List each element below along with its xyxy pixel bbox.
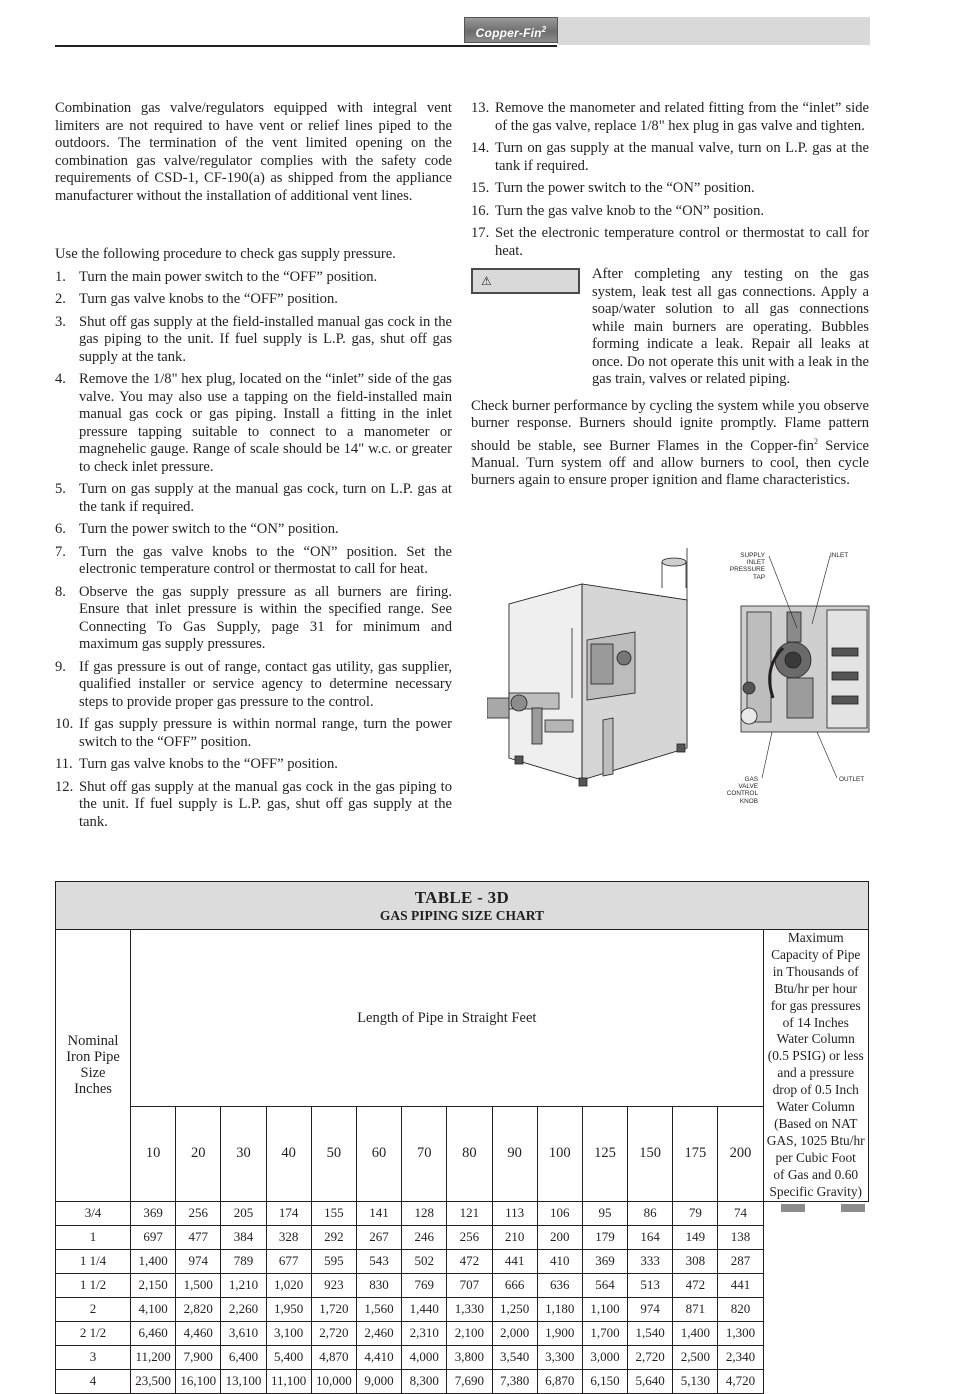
capacity-cell: 666 [492, 1273, 537, 1297]
label-supply-inlet-tap [717, 552, 765, 581]
table-row [56, 1369, 869, 1393]
warning-text: After completing any testing on the gas system, leak test all gas connections. Apply a soap/water solution to all gas connections while main burners are operating. Bubbles forming indicate a leak. Repair all leaks at once. Do not operate this unit with a leak in the gas train, valves or related piping. [592, 266, 869, 387]
length-header-cell: 20 [176, 1107, 221, 1201]
capacity-cell: 2,100 [447, 1321, 492, 1345]
step-text: Turn the power switch to the “ON” position. [495, 180, 755, 196]
header-line: Inches [74, 1081, 112, 1098]
step-number: 14. [471, 140, 490, 156]
label-outlet: OUTLET [839, 776, 865, 783]
capacity-cell: 2,720 [628, 1345, 673, 1369]
logo-sup: 2 [541, 25, 547, 34]
label-line: SUPPLY [740, 552, 765, 559]
table-subtitle: GAS PIPING SIZE CHART [379, 907, 544, 923]
step-number: 11. [55, 756, 73, 772]
capacity-cell: 256 [447, 1225, 492, 1249]
capacity-cell: 333 [628, 1249, 673, 1273]
capacity-cell: 1,300 [718, 1321, 763, 1345]
capacity-cell: 113 [492, 1201, 537, 1225]
length-header-cell: 150 [628, 1107, 673, 1201]
capacity-cell: 292 [311, 1225, 356, 1249]
capacity-cell: 2,150 [131, 1273, 176, 1297]
step-number: 15. [471, 180, 490, 196]
capacity-cell: 2,500 [673, 1345, 718, 1369]
capacity-cell: 2,720 [311, 1321, 356, 1345]
capacity-cell: 2,340 [718, 1345, 763, 1369]
logo-text: Copper-Fin [475, 26, 542, 40]
header-line: Iron Pipe [66, 1049, 120, 1066]
capacity-cell: 2,260 [221, 1297, 266, 1321]
table-row [56, 1273, 869, 1297]
max-capacity-line: of Gas and 0.60 [773, 1166, 859, 1182]
step-number: 16. [471, 202, 490, 219]
capacity-cell: 830 [356, 1273, 401, 1297]
label-line: GAS [744, 776, 758, 783]
capacity-cell: 820 [718, 1297, 763, 1321]
length-header-cell: 40 [266, 1107, 311, 1201]
capacity-cell: 149 [673, 1225, 718, 1249]
capacity-cell: 5,400 [266, 1345, 311, 1369]
max-capacity-line: per Cubic Foot [775, 1149, 856, 1165]
step-text: Observe the gas supply pressure as all burners are firing. Ensure that inlet pressure is within the specified range. See Connecting To Gas Supply, page 31 for minimum and maximum gas supply pressures. [79, 583, 452, 652]
capacity-cell: 1,500 [176, 1273, 221, 1297]
length-header-cell: 80 [447, 1107, 492, 1201]
step-item [55, 716, 452, 751]
procedure-intro: Use the following procedure to check gas supply pressure. [55, 246, 396, 262]
step-text: Turn the main power switch to the “OFF” position. [79, 268, 378, 285]
capacity-cell: 79 [673, 1201, 718, 1225]
step-number: 7. [55, 543, 66, 560]
label-line: VALVE [738, 783, 758, 791]
max-capacity-line: Specific Gravity) [769, 1183, 863, 1199]
capacity-cell: 974 [176, 1249, 221, 1273]
max-capacity-line: Btu/hr per hour [774, 980, 857, 996]
gas-piping-size-table [55, 881, 869, 1394]
pipe-size-cell: 3/4 [56, 1201, 131, 1225]
capacity-cell: 1,210 [221, 1273, 266, 1297]
capacity-cell: 11,200 [131, 1345, 176, 1369]
table-row [56, 1201, 869, 1225]
capacity-cell: 210 [492, 1225, 537, 1249]
step-number: 10. [55, 716, 74, 732]
step-number: 3. [55, 313, 66, 330]
copper-fin-logo [464, 17, 558, 43]
step-number: 8. [55, 583, 66, 600]
capacity-cell: 502 [402, 1249, 447, 1273]
pipe-size-cell: 3 [56, 1345, 131, 1369]
capacity-cell: 3,800 [447, 1345, 492, 1369]
warning-triangle-icon: ⚠ [481, 274, 492, 288]
capacity-cell: 5,640 [628, 1369, 673, 1393]
capacity-cell: 1,180 [537, 1297, 582, 1321]
left-column [55, 100, 452, 836]
table-title-cell [56, 882, 869, 930]
capacity-cell: 477 [176, 1225, 221, 1249]
capacity-cell: 205 [221, 1201, 266, 1225]
step-text: Turn gas valve knobs to the “OFF” position. [79, 291, 338, 307]
capacity-cell: 7,380 [492, 1369, 537, 1393]
right-column [471, 100, 869, 490]
step-item [55, 584, 452, 654]
step-item [55, 659, 452, 712]
capacity-cell: 95 [582, 1201, 627, 1225]
burner-paragraph-a: Check burner performance by cycling the system while you observe burner response. Burners should ignite promptly. Flame pattern should be stable, see Burner Flames in the Copper-fin [471, 397, 869, 454]
max-capacity-line: Capacity of Pipe [771, 946, 861, 962]
step-text: Shut off gas supply at the field-installed manual gas cock in the gas piping to the unit. If fuel supply is L.P. gas, shut off gas supply at the tank. [79, 313, 452, 365]
step-item [55, 314, 452, 367]
capacity-cell: 769 [402, 1273, 447, 1297]
step-text: Shut off gas supply at the manual gas cock in the gas piping to the unit. If fuel supply is L.P. gas, shut off gas supply at the tank. [79, 778, 452, 830]
capacity-cell: 16,100 [176, 1369, 221, 1393]
max-capacity-line: in Thousands of [772, 963, 859, 979]
step-number: 2. [55, 291, 66, 307]
capacity-cell: 11,100 [266, 1369, 311, 1393]
step-number: 5. [55, 481, 66, 497]
step-item [55, 481, 452, 516]
capacity-cell: 121 [447, 1201, 492, 1225]
table-row [56, 1321, 869, 1345]
capacity-cell: 1,900 [537, 1321, 582, 1345]
step-text: If gas supply pressure is within normal range, turn the power switch to the “OFF” position. [79, 716, 452, 750]
spacer [55, 205, 452, 246]
table-row [56, 1225, 869, 1249]
capacity-cell: 74 [718, 1201, 763, 1225]
capacity-cell: 472 [447, 1249, 492, 1273]
length-header-cell: 90 [492, 1107, 537, 1201]
capacity-cell: 369 [582, 1249, 627, 1273]
right-step-list [471, 100, 869, 260]
capacity-cell: 441 [718, 1273, 763, 1297]
warning-label-box [471, 268, 580, 294]
capacity-cell: 1,330 [447, 1297, 492, 1321]
max-capacity-note [763, 930, 868, 1202]
capacity-cell: 3,100 [266, 1321, 311, 1345]
capacity-cell: 5,130 [673, 1369, 718, 1393]
pipe-size-cell: 1 1/2 [56, 1273, 131, 1297]
capacity-cell: 564 [582, 1273, 627, 1297]
pipe-size-cell: 1 1/4 [56, 1249, 131, 1273]
capacity-cell: 1,700 [582, 1321, 627, 1345]
burner-paragraph-sup: 2 [813, 436, 818, 446]
capacity-cell: 472 [673, 1273, 718, 1297]
capacity-cell: 256 [176, 1201, 221, 1225]
left-step-list [55, 269, 452, 832]
pipe-size-cell: 2 [56, 1297, 131, 1321]
capacity-cell: 7,900 [176, 1345, 221, 1369]
capacity-cell: 164 [628, 1225, 673, 1249]
capacity-cell: 10,000 [311, 1369, 356, 1393]
step-number: 9. [55, 658, 66, 675]
capacity-cell: 128 [402, 1201, 447, 1225]
capacity-cell: 384 [221, 1225, 266, 1249]
nominal-size-header [56, 930, 131, 1202]
step-number: 17. [471, 225, 490, 241]
capacity-cell: 4,000 [402, 1345, 447, 1369]
max-capacity-line: GAS, 1025 Btu/hr [766, 1132, 865, 1148]
label-line: INLET [746, 559, 765, 567]
label-line: TAP [753, 573, 765, 581]
capacity-cell: 267 [356, 1225, 401, 1249]
capacity-cell: 141 [356, 1201, 401, 1225]
length-header-cell: 70 [402, 1107, 447, 1201]
length-header-cell: 175 [673, 1107, 718, 1201]
length-header: Length of Pipe in Straight Feet [131, 930, 764, 1107]
step-item [55, 521, 452, 539]
capacity-cell: 974 [628, 1297, 673, 1321]
step-number: 12. [55, 778, 74, 795]
capacity-cell: 7,690 [447, 1369, 492, 1393]
header-rule [55, 45, 557, 47]
capacity-cell: 246 [402, 1225, 447, 1249]
capacity-cell: 3,610 [221, 1321, 266, 1345]
capacity-cell: 328 [266, 1225, 311, 1249]
length-header-cell: 125 [582, 1107, 627, 1201]
step-number: 1. [55, 268, 66, 285]
capacity-cell: 871 [673, 1297, 718, 1321]
capacity-cell: 1,020 [266, 1273, 311, 1297]
step-text: Remove the 1/8" hex plug, located on the “inlet” side of the gas valve. You may also use a tapping on the field-installed main manual gas cock or gas piping. Install a fitting in the inlet pressure tapping suitable to connect to a manometer or magnehelic gauge. Range of scale should be 14" w.c. or greater to check inlet pressure. [79, 371, 452, 475]
page-number-box-right [841, 1204, 865, 1212]
capacity-cell: 1,400 [673, 1321, 718, 1345]
length-header-cell: 100 [537, 1107, 582, 1201]
step-item [55, 544, 452, 579]
step-item [471, 225, 869, 260]
capacity-cell: 4,870 [311, 1345, 356, 1369]
length-header-cell: 200 [718, 1107, 763, 1201]
capacity-cell: 1,100 [582, 1297, 627, 1321]
table-row [56, 1297, 869, 1321]
capacity-cell: 174 [266, 1201, 311, 1225]
capacity-cell: 1,440 [402, 1297, 447, 1321]
label-inlet: INLET [830, 552, 849, 559]
capacity-cell: 4,410 [356, 1345, 401, 1369]
capacity-cell: 287 [718, 1249, 763, 1273]
capacity-cell: 1,720 [311, 1297, 356, 1321]
capacity-cell: 6,460 [131, 1321, 176, 1345]
step-item [55, 269, 452, 287]
capacity-cell: 595 [311, 1249, 356, 1273]
capacity-cell: 697 [131, 1225, 176, 1249]
capacity-cell: 9,000 [356, 1369, 401, 1393]
step-text: Remove the manometer and related fitting from the “inlet” side of the gas valve, replace 1/8" hex plug in gas valve and tighten. [495, 100, 869, 134]
max-capacity-line: drop of 0.5 Inch [772, 1082, 859, 1098]
label-line: CONTROL [726, 790, 758, 798]
capacity-cell: 923 [311, 1273, 356, 1297]
step-text: Turn the gas valve knob to the “ON” position. [495, 202, 765, 219]
capacity-cell: 4,100 [131, 1297, 176, 1321]
capacity-cell: 8,300 [402, 1369, 447, 1393]
gas-valve-figure [487, 548, 870, 808]
capacity-cell: 3,000 [582, 1345, 627, 1369]
capacity-cell: 200 [537, 1225, 582, 1249]
capacity-cell: 106 [537, 1201, 582, 1225]
capacity-cell: 2,000 [492, 1321, 537, 1345]
capacity-cell: 441 [492, 1249, 537, 1273]
max-capacity-line: Maximum [787, 930, 844, 945]
step-text: Turn on gas supply at the manual valve, turn on L.P. gas at the tank if required. [495, 140, 869, 174]
step-number: 13. [471, 100, 490, 116]
table-row [56, 1345, 869, 1369]
length-header-cell: 30 [221, 1107, 266, 1201]
max-capacity-line: for gas pressures [770, 997, 861, 1013]
capacity-cell: 677 [266, 1249, 311, 1273]
length-header-cell: 60 [356, 1107, 401, 1201]
step-item [55, 371, 452, 476]
burner-paragraph [471, 398, 869, 490]
step-number: 4. [55, 371, 66, 387]
intro-paragraph: Combination gas valve/regulators equipped with integral vent limiters are not required to have vent or relief lines piped to the outdoors. The termination of the vent limited opening on the combination gas valve/regulator complies with the safety code requirements of CSD-1, CF-190(a) as shipped from the appliance manufacturer without the installation of additional vent lines. [55, 100, 452, 204]
pipe-size-cell: 4 [56, 1369, 131, 1393]
max-capacity-line: of 14 Inches [782, 1014, 849, 1030]
step-item [471, 100, 869, 135]
step-text: Turn the power switch to the “ON” position. [79, 521, 339, 537]
max-capacity-line: and a pressure [777, 1065, 855, 1081]
step-item [55, 291, 452, 309]
capacity-cell: 369 [131, 1201, 176, 1225]
capacity-cell: 4,460 [176, 1321, 221, 1345]
step-text: Turn on gas supply at the manual gas cock, turn on L.P. gas at the tank if required. [79, 481, 452, 515]
max-capacity-line: Water Column [776, 1099, 855, 1115]
length-header-cell: 50 [311, 1107, 356, 1201]
capacity-cell: 13,100 [221, 1369, 266, 1393]
boiler-illustration [487, 548, 870, 808]
capacity-cell: 2,820 [176, 1297, 221, 1321]
capacity-cell: 1,560 [356, 1297, 401, 1321]
capacity-cell: 6,150 [582, 1369, 627, 1393]
table-title: TABLE - 3D [414, 887, 510, 907]
warning-block [471, 266, 869, 389]
capacity-cell: 1,950 [266, 1297, 311, 1321]
capacity-cell: 543 [356, 1249, 401, 1273]
capacity-cell: 138 [718, 1225, 763, 1249]
step-item [471, 203, 869, 221]
capacity-cell: 3,300 [537, 1345, 582, 1369]
capacity-cell: 707 [447, 1273, 492, 1297]
capacity-cell: 2,310 [402, 1321, 447, 1345]
capacity-cell: 636 [537, 1273, 582, 1297]
max-capacity-line: Water Column [776, 1031, 855, 1047]
capacity-cell: 179 [582, 1225, 627, 1249]
capacity-cell: 1,400 [131, 1249, 176, 1273]
step-text: Set the electronic temperature control or thermostat to call for heat. [495, 225, 869, 259]
step-number: 6. [55, 521, 66, 537]
capacity-cell: 308 [673, 1249, 718, 1273]
capacity-cell: 6,400 [221, 1345, 266, 1369]
capacity-cell: 3,540 [492, 1345, 537, 1369]
step-text: Turn the gas valve knobs to the “ON” position. Set the electronic temperature control or thermostat to call for heat. [79, 543, 452, 577]
header-line: Size [80, 1065, 106, 1082]
max-capacity-line: (0.5 PSIG) or less [767, 1048, 864, 1064]
pipe-size-cell: 1 [56, 1225, 131, 1249]
step-item [471, 180, 869, 198]
header-bar [557, 17, 870, 45]
length-row [56, 1107, 869, 1201]
label-line: KNOB [739, 797, 758, 805]
capacity-cell: 86 [628, 1201, 673, 1225]
capacity-cell: 1,540 [628, 1321, 673, 1345]
label-gas-valve-knob [713, 776, 758, 805]
capacity-cell: 155 [311, 1201, 356, 1225]
step-item [55, 756, 452, 774]
capacity-cell: 6,870 [537, 1369, 582, 1393]
label-line: PRESSURE [729, 566, 765, 574]
capacity-cell: 410 [537, 1249, 582, 1273]
step-text: Turn gas valve knobs to the “OFF” position. [79, 756, 338, 772]
capacity-cell: 4,720 [718, 1369, 763, 1393]
capacity-cell: 23,500 [131, 1369, 176, 1393]
capacity-cell: 1,250 [492, 1297, 537, 1321]
length-header-cell: 10 [131, 1107, 176, 1201]
step-text: If gas pressure is out of range, contact gas utility, gas supplier, qualified installer or service agency to determine necessary steps to provide proper gas pressure to the control. [79, 658, 452, 710]
table-row [56, 1249, 869, 1273]
pipe-size-cell: 2 1/2 [56, 1321, 131, 1345]
capacity-cell: 789 [221, 1249, 266, 1273]
capacity-cell: 2,460 [356, 1321, 401, 1345]
header-line: Nominal [67, 1033, 119, 1050]
max-capacity-line: (Based on NAT [774, 1115, 858, 1131]
step-item [55, 779, 452, 832]
capacity-cell: 513 [628, 1273, 673, 1297]
page-number-box-left [781, 1204, 805, 1212]
step-item [471, 140, 869, 175]
burner-paragraph-b: Service Manual. Turn system off and allow burners to cool, then cycle burners again to ensure proper ignition and flame characteristics. [471, 437, 869, 489]
